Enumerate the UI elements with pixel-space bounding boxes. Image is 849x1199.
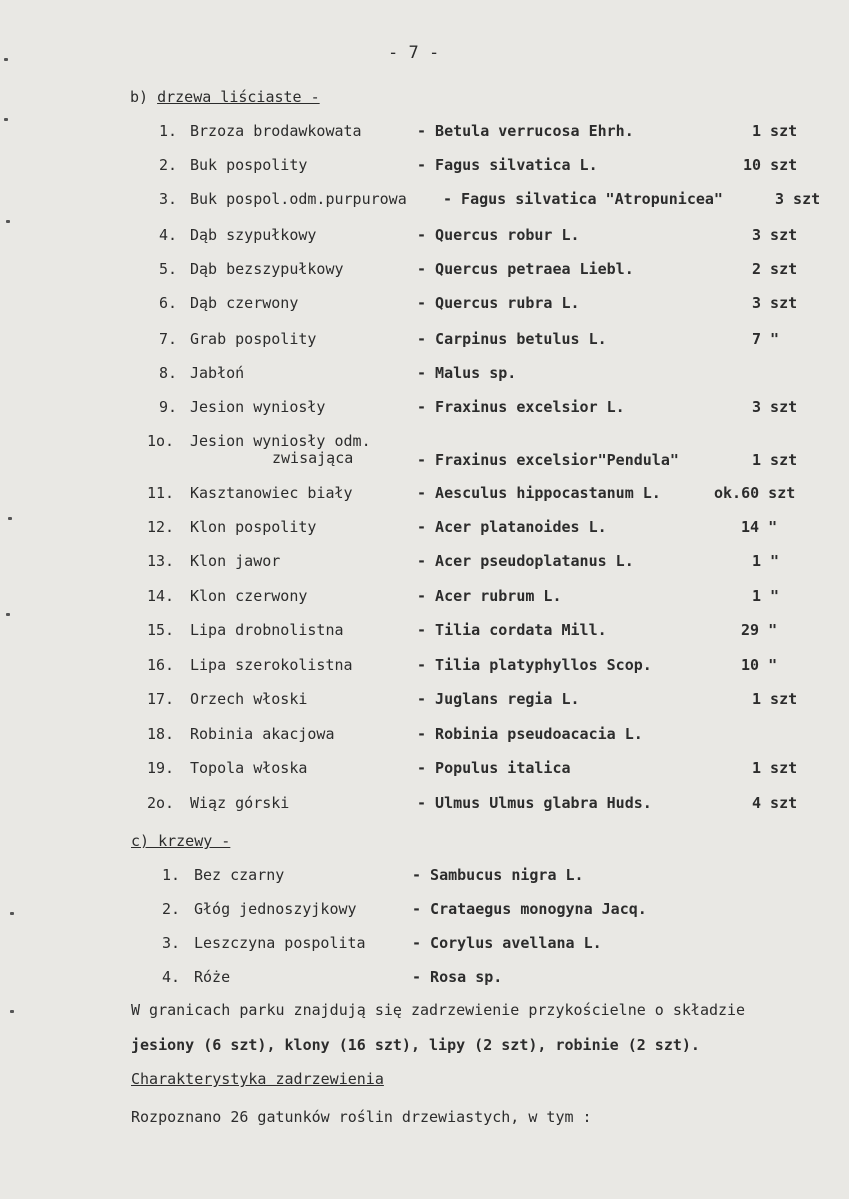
- section-b-heading: [130, 88, 320, 106]
- section-b-title: drzewa liściaste -: [157, 88, 320, 106]
- polish-name: Topola włoska: [190, 759, 308, 777]
- row-number: 14.: [147, 587, 175, 605]
- polish-name: Buk pospol.odm.purpurowa: [190, 190, 407, 208]
- latin-name: - Quercus robur L.: [417, 226, 580, 244]
- latin-name: - Rosa sp.: [412, 968, 503, 986]
- latin-name: - Corylus avellana L.: [412, 934, 602, 952]
- margin-mark: [4, 58, 8, 61]
- characteristics-heading: Charakterystyka zadrzewienia: [131, 1070, 384, 1088]
- row-number: 1.: [162, 866, 181, 884]
- polish-name-line2: zwisająca: [272, 449, 354, 467]
- row-number: 2.: [159, 156, 178, 174]
- count: 1 szt: [752, 690, 798, 708]
- latin-name: - Quercus rubra L.: [417, 294, 580, 312]
- polish-name: Jesion wyniosły: [190, 398, 326, 416]
- row-number: 1o.: [147, 432, 175, 450]
- count: 7 ": [752, 330, 780, 348]
- count: 10 ": [741, 656, 778, 674]
- latin-name: - Carpinus betulus L.: [417, 330, 607, 348]
- polish-name: Klon pospolity: [190, 518, 317, 536]
- polish-name: Robinia akacjowa: [190, 725, 335, 743]
- section-c-title: c) krzewy -: [131, 832, 231, 850]
- latin-name: - Robinia pseudoacacia L.: [417, 725, 643, 743]
- count: 1 szt: [752, 122, 798, 140]
- polish-name: Róże: [194, 968, 231, 986]
- latin-name: - Acer rubrum L.: [417, 587, 562, 605]
- latin-name: - Tilia platyphyllos Scop.: [417, 656, 652, 674]
- polish-name: Bez czarny: [194, 866, 285, 884]
- polish-name: Dąb bezszypułkowy: [190, 260, 344, 278]
- latin-name: - Betula verrucosa Ehrh.: [417, 122, 634, 140]
- latin-name: - Fraxinus excelsior"Pendula": [417, 451, 679, 469]
- paragraph-line-2: jesiony (6 szt), klony (16 szt), lipy (2 szt), robinie (2 szt).: [131, 1036, 700, 1054]
- polish-name: Lipa szerokolistna: [190, 656, 353, 674]
- row-number: 15.: [147, 621, 175, 639]
- row-number: 4.: [159, 226, 178, 244]
- row-number: 4.: [162, 968, 181, 986]
- count: 2 szt: [752, 260, 798, 278]
- count: 1 ": [752, 552, 780, 570]
- polish-name: Kasztanowiec biały: [190, 484, 353, 502]
- polish-name: Dąb czerwony: [190, 294, 299, 312]
- count: 1 ": [752, 587, 780, 605]
- latin-name: - Juglans regia L.: [417, 690, 580, 708]
- latin-name: - Fagus silvatica L.: [417, 156, 598, 174]
- margin-mark: [10, 1010, 14, 1013]
- count: 3 szt: [752, 398, 798, 416]
- row-number: 13.: [147, 552, 175, 570]
- row-number: 2o.: [147, 794, 175, 812]
- latin-name: - Populus italica: [417, 759, 571, 777]
- margin-mark: [8, 517, 12, 520]
- count: 14 ": [741, 518, 778, 536]
- latin-name: - Quercus petraea Liebl.: [417, 260, 634, 278]
- latin-name: - Ulmus Ulmus glabra Huds.: [417, 794, 652, 812]
- row-number: 18.: [147, 725, 175, 743]
- polish-name: Grab pospolity: [190, 330, 317, 348]
- section-b-prefix: b): [130, 88, 158, 106]
- polish-name: Leszczyna pospolita: [194, 934, 366, 952]
- latin-name: - Sambucus nigra L.: [412, 866, 584, 884]
- count: 4 szt: [752, 794, 798, 812]
- latin-name: - Tilia cordata Mill.: [417, 621, 607, 639]
- polish-name: Jesion wyniosły odm.: [190, 432, 371, 450]
- last-line: Rozpoznano 26 gatunków roślin drzewiastych, w tym :: [131, 1108, 592, 1126]
- paragraph-line-1: W granicach parku znajdują się zadrzewienie przykościelne o składzie: [131, 1001, 746, 1019]
- count: 3 szt: [752, 294, 798, 312]
- polish-name: Brzoza brodawkowata: [190, 122, 362, 140]
- row-number: 12.: [147, 518, 175, 536]
- count: 1 szt: [752, 759, 798, 777]
- polish-name: Orzech włoski: [190, 690, 308, 708]
- margin-mark: [10, 912, 14, 915]
- row-number: 1.: [159, 122, 178, 140]
- row-number: 3.: [162, 934, 181, 952]
- latin-name: - Fraxinus excelsior L.: [417, 398, 625, 416]
- polish-name: Lipa drobnolistna: [190, 621, 344, 639]
- count: 1 szt: [752, 451, 798, 469]
- latin-name: - Acer platanoides L.: [417, 518, 607, 536]
- page-number: - 7 -: [388, 43, 440, 63]
- count: 10 szt: [743, 156, 798, 174]
- count: 29 ": [741, 621, 778, 639]
- polish-name: Wiąz górski: [190, 794, 290, 812]
- latin-name: - Malus sp.: [417, 364, 517, 382]
- row-number: 9.: [159, 398, 178, 416]
- count: ok.60 szt: [714, 484, 796, 502]
- latin-name: - Fagus silvatica "Atropunicea": [443, 190, 723, 208]
- polish-name: Jabłoń: [190, 364, 245, 382]
- latin-name: - Acer pseudoplatanus L.: [417, 552, 634, 570]
- polish-name: Dąb szypułkowy: [190, 226, 317, 244]
- count: 3 szt: [752, 226, 798, 244]
- row-number: 8.: [159, 364, 178, 382]
- polish-name: Buk pospolity: [190, 156, 308, 174]
- margin-mark: [6, 613, 10, 616]
- row-number: 6.: [159, 294, 178, 312]
- polish-name: Klon jawor: [190, 552, 281, 570]
- row-number: 11.: [147, 484, 175, 502]
- polish-name: Klon czerwony: [190, 587, 308, 605]
- row-number: 19.: [147, 759, 175, 777]
- row-number: 16.: [147, 656, 175, 674]
- row-number: 5.: [159, 260, 178, 278]
- row-number: 7.: [159, 330, 178, 348]
- row-number: 17.: [147, 690, 175, 708]
- margin-mark: [4, 118, 8, 121]
- count: 3 szt: [775, 190, 821, 208]
- row-number: 2.: [162, 900, 181, 918]
- latin-name: - Aesculus hippocastanum L.: [417, 484, 661, 502]
- row-number: 3.: [159, 190, 178, 208]
- polish-name: Głóg jednoszyjkowy: [194, 900, 357, 918]
- margin-mark: [6, 220, 10, 223]
- latin-name: - Crataegus monogyna Jacq.: [412, 900, 647, 918]
